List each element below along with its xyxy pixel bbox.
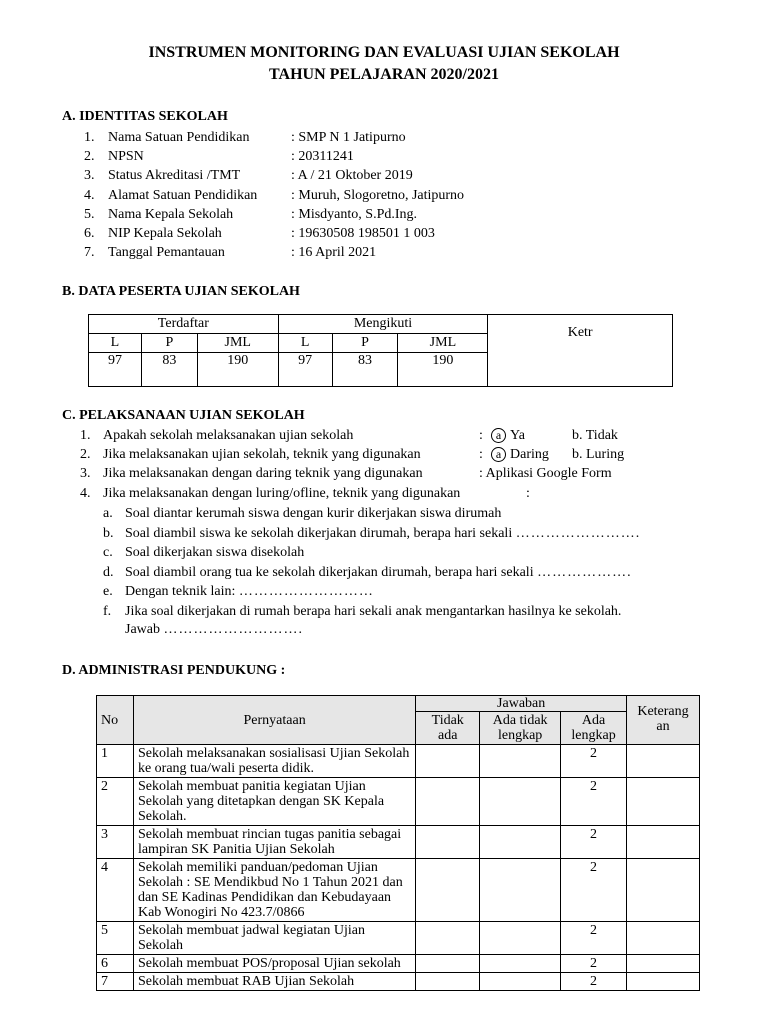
participants-table — [88, 314, 673, 387]
cell-ada-lengkap: 2 — [561, 778, 627, 826]
circled-option-icon: a — [491, 428, 506, 443]
table-row — [97, 955, 700, 973]
table-row — [97, 826, 700, 859]
col-keterangan: Keterang an — [627, 696, 700, 745]
cell-tidak-ada — [416, 955, 480, 973]
identity-label: NIP Kepala Sekolah — [108, 226, 222, 241]
val-l-1: 97 — [89, 353, 142, 387]
option-letter: c. — [103, 545, 113, 560]
q4-colon: : — [526, 486, 530, 501]
col-pernyataan: Pernyataan — [133, 696, 415, 745]
option-letter: d. — [103, 564, 114, 580]
identity-value: : A / 21 Oktober 2019 — [291, 168, 413, 184]
cell-ada-tidak-lengkap — [480, 826, 561, 859]
section-c-heading: C. PELAKSANAAN UJIAN SEKOLAH — [62, 408, 305, 423]
option-letter: e. — [103, 584, 113, 599]
identity-number: 1. — [84, 130, 95, 145]
table-row — [97, 745, 700, 778]
sub-p-2: P — [332, 334, 398, 353]
group-mengikuti: Mengikuti — [278, 315, 488, 334]
row-statement: Sekolah membuat POS/proposal Ujian sekolah — [133, 955, 415, 973]
row-statement: Sekolah melaksanakan sosialisasi Ujian Sekolah ke orang tua/wali peserta didik. — [133, 745, 415, 778]
cell-ada-tidak-lengkap — [480, 745, 561, 778]
cell-ada-lengkap: 2 — [561, 922, 627, 955]
q2-option-a: a Daring — [491, 447, 549, 463]
identity-value: : Misdyanto, S.Pd.Ing. — [291, 206, 418, 222]
q4-text: Jika melaksanakan dengan luring/ofline, teknik yang digunakan — [103, 486, 461, 501]
q2-option-b: b. Luring — [572, 447, 625, 462]
q1-text: Apakah sekolah melaksanakan ujian sekolah — [103, 428, 354, 443]
row-statement: Sekolah membuat panitia kegiatan Ujian Sekolah yang ditetapkan dengan SK Kepala Sekolah. — [133, 778, 415, 826]
cell-keterangan — [627, 778, 700, 826]
fill-in-dots: ………………. — [537, 564, 632, 580]
option-text: Soal diambil siswa ke sekolah dikerjakan dirumah, berapa hari sekali ……………………. — [125, 525, 641, 541]
cell-ada-lengkap: 2 — [561, 826, 627, 859]
identity-number: 4. — [84, 187, 95, 203]
val-p-1: 83 — [141, 353, 197, 387]
sub-l-2: L — [278, 334, 332, 353]
cell-ada-lengkap: 2 — [561, 859, 627, 922]
fill-in-dots: ……………………. — [515, 525, 641, 541]
identity-value: : 16 April 2021 — [291, 245, 377, 261]
cell-tidak-ada — [416, 826, 480, 859]
row-no: 1 — [97, 745, 134, 778]
section-a-heading: A. IDENTITAS SEKOLAH — [62, 109, 228, 124]
col-ada-tidak-lengkap: Ada tidak lengkap — [480, 712, 561, 745]
identity-label: Alamat Satuan Pendidikan — [108, 187, 258, 203]
doc-title-line1: INSTRUMEN MONITORING DAN EVALUASI UJIAN SEKOLAH — [148, 44, 620, 61]
option-letter: b. — [103, 525, 114, 541]
doc-title-line2: TAHUN PELAJARAN 2020/2021 — [269, 66, 499, 83]
group-terdaftar: Terdaftar — [89, 315, 279, 334]
identity-number: 3. — [84, 168, 95, 184]
identity-label: Status Akreditasi /TMT — [108, 168, 241, 184]
identity-label: NPSN — [108, 149, 144, 165]
identity-number: 2. — [84, 149, 95, 165]
section-d-heading: D. ADMINISTRASI PENDUKUNG : — [62, 663, 286, 678]
identity-value: : 20311241 — [291, 149, 354, 165]
q1-option-a: a Ya — [491, 428, 525, 444]
row-no: 2 — [97, 778, 134, 826]
option-text: Soal diantar kerumah siswa dengan kurir dikerjakan siswa dirumah — [125, 506, 502, 521]
jawab-line: Jawab ………………………. — [125, 622, 303, 637]
fill-in-dots: ……………………… — [238, 584, 374, 599]
row-no: 6 — [97, 955, 134, 973]
cell-ada-tidak-lengkap — [480, 859, 561, 922]
cell-ada-lengkap: 2 — [561, 973, 627, 991]
sub-p-1: P — [141, 334, 197, 353]
val-l-2: 97 — [278, 353, 332, 387]
identity-label: Nama Satuan Pendidikan — [108, 130, 250, 145]
val-jml-1: 190 — [197, 353, 278, 387]
col-jawaban: Jawaban — [416, 696, 627, 712]
q1-number: 1. — [80, 428, 91, 443]
sub-l-1: L — [89, 334, 142, 353]
identity-value: : Muruh, Slogoretno, Jatipurno — [291, 187, 465, 203]
row-no: 4 — [97, 859, 134, 922]
row-no: 3 — [97, 826, 134, 859]
q2-colon: : — [479, 447, 483, 462]
q4-number: 4. — [80, 486, 91, 501]
option-text: Dengan teknik lain: ……………………… — [125, 584, 374, 599]
option-text: Soal diambil orang tua ke sekolah dikerjakan dirumah, berapa hari sekali ………………. — [125, 564, 632, 580]
cell-tidak-ada — [416, 973, 480, 991]
q2-text: Jika melaksanakan ujian sekolah, teknik yang digunakan — [103, 447, 421, 462]
cell-ada-tidak-lengkap — [480, 922, 561, 955]
cell-ada-tidak-lengkap — [480, 955, 561, 973]
cell-keterangan — [627, 745, 700, 778]
row-statement: Sekolah memiliki panduan/pedoman Ujian Sekolah : SE Mendikbud No 1 Tahun 2021 dan dan SE Kadinas Pendidikan dan Kebudayaan Kab Wonogiri No 423.7/0866 — [133, 859, 415, 922]
val-jml-2: 190 — [398, 353, 488, 387]
sub-jml-2: JML — [398, 334, 488, 353]
val-p-2: 83 — [332, 353, 398, 387]
administration-table — [96, 695, 700, 991]
identity-number: 6. — [84, 226, 95, 241]
identity-label: Nama Kepala Sekolah — [108, 206, 234, 222]
cell-tidak-ada — [416, 859, 480, 922]
q1-colon: : — [479, 428, 483, 443]
cell-ada-tidak-lengkap — [480, 778, 561, 826]
identity-value: : SMP N 1 Jatipurno — [291, 130, 406, 145]
q1-option-b: b. Tidak — [572, 428, 618, 443]
identity-number: 7. — [84, 245, 95, 261]
row-statement: Sekolah membuat RAB Ujian Sekolah — [133, 973, 415, 991]
circled-option-icon: a — [491, 447, 506, 462]
cell-tidak-ada — [416, 745, 480, 778]
q3-text: Jika melaksanakan dengan daring teknik yang digunakan — [103, 466, 423, 481]
row-statement: Sekolah membuat jadwal kegiatan Ujian Sekolah — [133, 922, 415, 955]
identity-label: Tanggal Pemantauan — [108, 245, 225, 261]
identity-value: : 19630508 198501 1 003 — [291, 226, 435, 241]
cell-ada-lengkap: 2 — [561, 955, 627, 973]
cell-keterangan — [627, 973, 700, 991]
col-ada-lengkap: Ada lengkap — [561, 712, 627, 745]
row-no: 5 — [97, 922, 134, 955]
option-letter: a. — [103, 506, 113, 521]
cell-keterangan — [627, 922, 700, 955]
cell-keterangan — [627, 826, 700, 859]
cell-ada-lengkap: 2 — [561, 745, 627, 778]
q3-number: 3. — [80, 466, 91, 481]
cell-tidak-ada — [416, 778, 480, 826]
table-row — [97, 973, 700, 991]
row-statement: Sekolah membuat rincian tugas panitia sebagai lampiran SK Panitia Ujian Sekolah — [133, 826, 415, 859]
option-letter: f. — [103, 603, 112, 619]
cell-keterangan — [627, 859, 700, 922]
option-text: Jika soal dikerjakan di rumah berapa hari sekali anak mengantarkan hasilnya ke sekolah. — [125, 603, 622, 619]
table-row — [97, 859, 700, 922]
option-text: Soal dikerjakan siswa disekolah — [125, 545, 305, 560]
col-tidak-ada: Tidak ada — [416, 712, 480, 745]
table-row — [97, 778, 700, 826]
cell-ada-tidak-lengkap — [480, 973, 561, 991]
cell-tidak-ada — [416, 922, 480, 955]
col-ketr: Ketr — [488, 315, 673, 387]
q3-answer: : Aplikasi Google Form — [479, 466, 612, 481]
q2-number: 2. — [80, 447, 91, 462]
section-b-heading: B. DATA PESERTA UJIAN SEKOLAH — [62, 284, 300, 299]
table-row — [97, 922, 700, 955]
cell-keterangan — [627, 955, 700, 973]
sub-jml-1: JML — [197, 334, 278, 353]
identity-number: 5. — [84, 206, 95, 222]
col-no: No — [97, 696, 134, 745]
row-no: 7 — [97, 973, 134, 991]
